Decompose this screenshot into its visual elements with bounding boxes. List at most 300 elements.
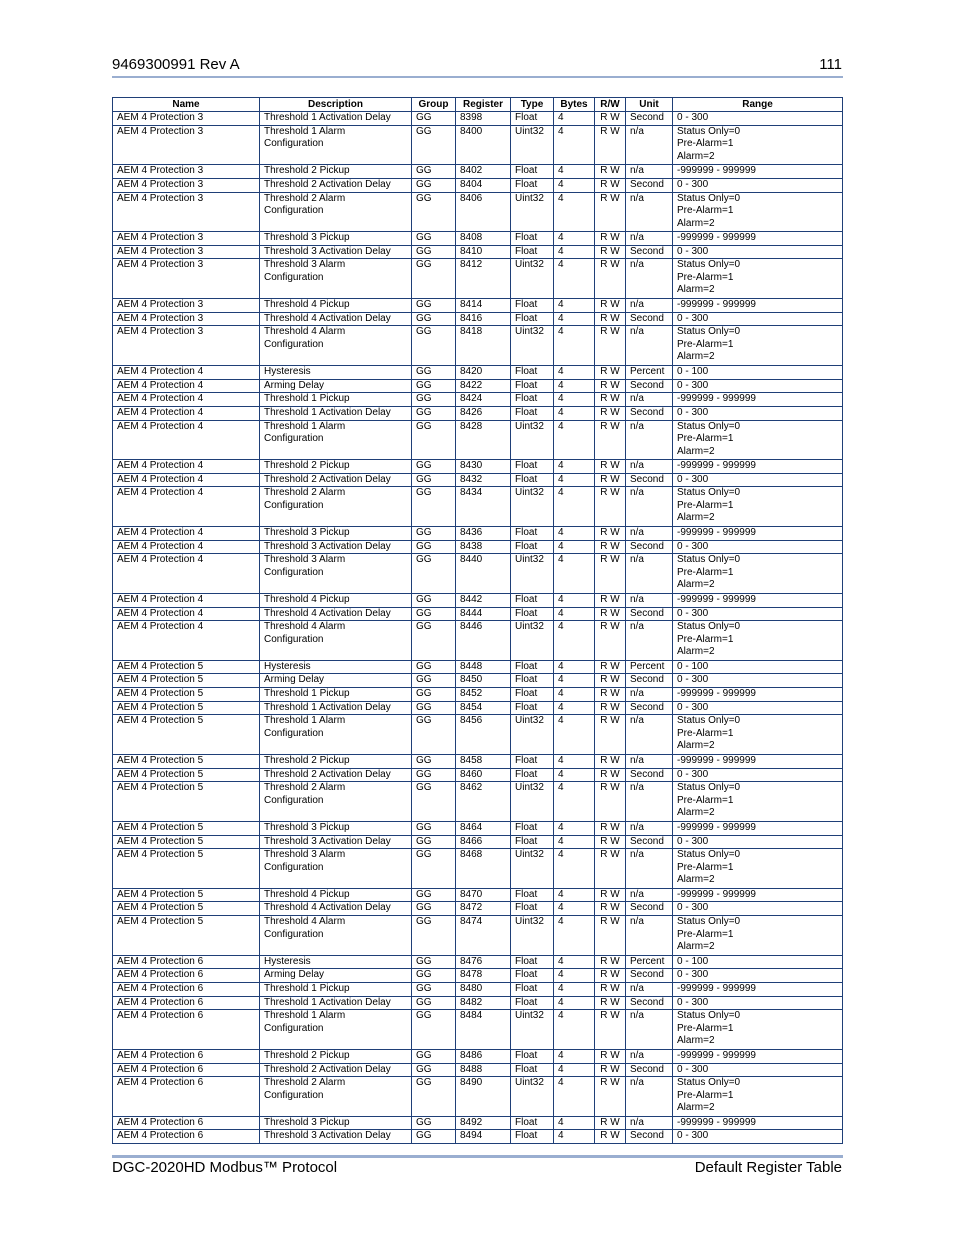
cell-range [673,554,843,594]
cell-type: Uint32 [511,782,554,822]
table-row [113,849,843,889]
cell-description: Threshold 3 Activation Delay [260,245,412,259]
cell-range: -999999 - 999999 [673,1049,843,1063]
cell-name: AEM 4 Protection 3 [113,326,260,366]
cell-bytes: 4 [554,754,595,768]
cell-description: Threshold 2 Pickup [260,754,412,768]
cell-unit: Second [626,996,673,1010]
cell-description: Hysteresis [260,660,412,674]
range-line: Pre-Alarm=1 [677,727,734,739]
cell-range [673,849,843,889]
cell-unit: Second [626,835,673,849]
cell-type: Float [511,593,554,607]
range-line: Alarm=2 [677,1102,715,1114]
cell-group: GG [412,379,456,393]
cell-unit: n/a [626,715,673,755]
column-header-name: Name [113,98,260,112]
cell-unit: Percent [626,660,673,674]
cell-rw: R W [595,420,626,460]
table-row [113,259,843,299]
cell-description: Threshold 4 Pickup [260,593,412,607]
table-row [113,1130,843,1144]
cell-unit: n/a [626,298,673,312]
cell-rw: R W [595,192,626,232]
cell-range: 0 - 300 [673,902,843,916]
cell-name: AEM 4 Protection 5 [113,902,260,916]
cell-range: -999999 - 999999 [673,593,843,607]
cell-bytes: 4 [554,1063,595,1077]
cell-rw: R W [595,259,626,299]
cell-name: AEM 4 Protection 4 [113,593,260,607]
cell-name: AEM 4 Protection 5 [113,821,260,835]
cell-group: GG [412,1010,456,1050]
cell-group: GG [412,165,456,179]
table-row [113,125,843,165]
cell-range: 0 - 300 [673,969,843,983]
range-line: Pre-Alarm=1 [677,633,734,645]
cell-bytes: 4 [554,487,595,527]
cell-range: 0 - 300 [673,473,843,487]
table-row [113,982,843,996]
table-header-row [113,98,843,112]
cell-description: Threshold 4 Alarm Configuration [260,916,412,956]
cell-rw: R W [595,473,626,487]
table-row [113,674,843,688]
cell-unit: n/a [626,688,673,702]
cell-description: Threshold 2 Alarm Configuration [260,487,412,527]
cell-bytes: 4 [554,125,595,165]
cell-register: 8484 [456,1010,511,1050]
cell-bytes: 4 [554,768,595,782]
cell-range: -999999 - 999999 [673,688,843,702]
range-line: Status Only=0 [677,1010,741,1022]
table-row [113,607,843,621]
table-row [113,473,843,487]
cell-range: 0 - 300 [673,996,843,1010]
cell-bytes: 4 [554,406,595,420]
cell-rw: R W [595,554,626,594]
cell-group: GG [412,487,456,527]
cell-range: 0 - 300 [673,406,843,420]
cell-description: Arming Delay [260,674,412,688]
range-line: Alarm=2 [677,646,715,658]
cell-range: 0 - 300 [673,245,843,259]
cell-unit: n/a [626,326,673,366]
cell-name: AEM 4 Protection 4 [113,621,260,661]
range-line: Pre-Alarm=1 [677,271,734,283]
cell-bytes: 4 [554,1077,595,1117]
cell-type: Uint32 [511,259,554,299]
cell-name: AEM 4 Protection 5 [113,888,260,902]
cell-range [673,1077,843,1117]
cell-name: AEM 4 Protection 4 [113,393,260,407]
footer-divider [112,1155,843,1158]
cell-rw: R W [595,178,626,192]
cell-group: GG [412,607,456,621]
cell-unit: n/a [626,165,673,179]
table-row [113,969,843,983]
cell-description: Threshold 1 Activation Delay [260,112,412,126]
cell-type: Float [511,701,554,715]
cell-type: Float [511,245,554,259]
cell-rw: R W [595,526,626,540]
cell-group: GG [412,593,456,607]
cell-bytes: 4 [554,821,595,835]
cell-register: 8412 [456,259,511,299]
cell-type: Float [511,821,554,835]
cell-unit: n/a [626,526,673,540]
cell-unit: n/a [626,916,673,956]
cell-rw: R W [595,754,626,768]
cell-bytes: 4 [554,902,595,916]
cell-type: Float [511,379,554,393]
range-line: Status Only=0 [677,125,741,137]
cell-unit: Second [626,607,673,621]
cell-rw: R W [595,1077,626,1117]
cell-rw: R W [595,902,626,916]
range-line: Pre-Alarm=1 [677,138,734,150]
cell-description: Threshold 3 Pickup [260,232,412,246]
table-row [113,460,843,474]
cell-register: 8408 [456,232,511,246]
cell-unit: n/a [626,621,673,661]
cell-rw: R W [595,1130,626,1144]
cell-bytes: 4 [554,393,595,407]
table-row [113,365,843,379]
cell-rw: R W [595,768,626,782]
cell-range: 0 - 300 [673,835,843,849]
cell-rw: R W [595,982,626,996]
cell-type: Float [511,688,554,702]
column-header-group: Group [412,98,456,112]
range-line: Status Only=0 [677,192,741,204]
cell-bytes: 4 [554,1049,595,1063]
cell-range: 0 - 300 [673,379,843,393]
cell-name: AEM 4 Protection 4 [113,487,260,527]
cell-description: Threshold 2 Alarm Configuration [260,1077,412,1117]
cell-register: 8418 [456,326,511,366]
table-body [113,112,843,1144]
cell-group: GG [412,888,456,902]
cell-unit: n/a [626,460,673,474]
cell-type: Uint32 [511,621,554,661]
cell-group: GG [412,259,456,299]
cell-name: AEM 4 Protection 5 [113,916,260,956]
cell-bytes: 4 [554,554,595,594]
cell-register: 8434 [456,487,511,527]
cell-type: Float [511,540,554,554]
cell-name: AEM 4 Protection 6 [113,996,260,1010]
cell-name: AEM 4 Protection 6 [113,982,260,996]
cell-name: AEM 4 Protection 4 [113,379,260,393]
cell-unit: Second [626,245,673,259]
cell-description: Threshold 2 Activation Delay [260,473,412,487]
cell-range: -999999 - 999999 [673,165,843,179]
cell-description: Threshold 3 Alarm Configuration [260,554,412,594]
cell-bytes: 4 [554,982,595,996]
cell-rw: R W [595,996,626,1010]
cell-range: -999999 - 999999 [673,821,843,835]
cell-register: 8436 [456,526,511,540]
table-row [113,298,843,312]
cell-register: 8420 [456,365,511,379]
cell-register: 8416 [456,312,511,326]
cell-description: Threshold 3 Activation Delay [260,835,412,849]
cell-range: 0 - 300 [673,701,843,715]
cell-description: Threshold 4 Alarm Configuration [260,326,412,366]
page-footer [112,1159,842,1179]
cell-range: -999999 - 999999 [673,298,843,312]
cell-description: Threshold 2 Activation Delay [260,1063,412,1077]
cell-range [673,621,843,661]
cell-register: 8452 [456,688,511,702]
cell-unit: Second [626,1130,673,1144]
column-header-rw: R/W [595,98,626,112]
range-line: Pre-Alarm=1 [677,1022,734,1034]
cell-name: AEM 4 Protection 5 [113,660,260,674]
cell-bytes: 4 [554,112,595,126]
cell-register: 8468 [456,849,511,889]
cell-name: AEM 4 Protection 6 [113,1116,260,1130]
cell-group: GG [412,621,456,661]
cell-name: AEM 4 Protection 6 [113,1130,260,1144]
cell-group: GG [412,1077,456,1117]
cell-type: Float [511,1049,554,1063]
cell-unit: n/a [626,554,673,594]
cell-bytes: 4 [554,888,595,902]
range-line: Pre-Alarm=1 [677,928,734,940]
range-line: Status Only=0 [677,326,741,338]
cell-group: GG [412,660,456,674]
cell-type: Float [511,1116,554,1130]
table-row [113,916,843,956]
range-line: Pre-Alarm=1 [677,566,734,578]
cell-bytes: 4 [554,165,595,179]
page-header [112,56,842,76]
cell-rw: R W [595,849,626,889]
cell-rw: R W [595,955,626,969]
cell-name: AEM 4 Protection 4 [113,526,260,540]
cell-unit: Second [626,112,673,126]
cell-name: AEM 4 Protection 5 [113,754,260,768]
cell-type: Float [511,835,554,849]
cell-rw: R W [595,487,626,527]
cell-name: AEM 4 Protection 4 [113,420,260,460]
cell-bytes: 4 [554,701,595,715]
cell-type: Float [511,473,554,487]
table-row [113,192,843,232]
cell-name: AEM 4 Protection 5 [113,715,260,755]
register-table [112,97,843,1144]
cell-unit: Second [626,312,673,326]
cell-bytes: 4 [554,192,595,232]
table-row [113,902,843,916]
cell-group: GG [412,1130,456,1144]
range-line: Pre-Alarm=1 [677,1089,734,1101]
cell-type: Uint32 [511,715,554,755]
cell-type: Uint32 [511,326,554,366]
cell-name: AEM 4 Protection 3 [113,232,260,246]
cell-register: 8446 [456,621,511,661]
range-line: Pre-Alarm=1 [677,433,734,445]
table-row [113,754,843,768]
cell-description: Threshold 4 Pickup [260,888,412,902]
cell-description: Threshold 1 Activation Delay [260,406,412,420]
cell-rw: R W [595,660,626,674]
table-row [113,232,843,246]
cell-name: AEM 4 Protection 6 [113,1063,260,1077]
cell-unit: Second [626,406,673,420]
cell-unit: n/a [626,393,673,407]
cell-group: GG [412,701,456,715]
cell-unit: Second [626,473,673,487]
document-number: 9469300991 Rev A [112,56,240,73]
cell-register: 8486 [456,1049,511,1063]
cell-type: Float [511,888,554,902]
cell-unit: n/a [626,420,673,460]
cell-register: 8488 [456,1063,511,1077]
cell-unit: n/a [626,232,673,246]
cell-rw: R W [595,540,626,554]
cell-register: 8432 [456,473,511,487]
cell-rw: R W [595,112,626,126]
cell-unit: Second [626,540,673,554]
table-row [113,554,843,594]
cell-type: Float [511,298,554,312]
cell-register: 8490 [456,1077,511,1117]
cell-name: AEM 4 Protection 3 [113,245,260,259]
column-header-description: Description [260,98,412,112]
cell-bytes: 4 [554,298,595,312]
cell-unit: n/a [626,821,673,835]
cell-range: -999999 - 999999 [673,460,843,474]
cell-rw: R W [595,593,626,607]
column-header-unit: Unit [626,98,673,112]
cell-name: AEM 4 Protection 6 [113,955,260,969]
cell-description: Threshold 3 Alarm Configuration [260,259,412,299]
table-row [113,112,843,126]
cell-group: GG [412,969,456,983]
cell-range: 0 - 300 [673,540,843,554]
cell-description: Threshold 1 Activation Delay [260,701,412,715]
cell-bytes: 4 [554,1130,595,1144]
cell-bytes: 4 [554,1010,595,1050]
cell-bytes: 4 [554,849,595,889]
table-row [113,621,843,661]
cell-type: Float [511,1063,554,1077]
cell-unit: Second [626,701,673,715]
cell-name: AEM 4 Protection 4 [113,460,260,474]
cell-name: AEM 4 Protection 5 [113,688,260,702]
cell-name: AEM 4 Protection 3 [113,125,260,165]
column-header-type: Type [511,98,554,112]
cell-bytes: 4 [554,460,595,474]
cell-group: GG [412,821,456,835]
cell-rw: R W [595,1063,626,1077]
cell-group: GG [412,754,456,768]
cell-range [673,715,843,755]
cell-register: 8464 [456,821,511,835]
cell-rw: R W [595,125,626,165]
cell-description: Threshold 3 Pickup [260,821,412,835]
cell-unit: n/a [626,849,673,889]
cell-range: 0 - 300 [673,768,843,782]
cell-range: 0 - 300 [673,312,843,326]
cell-group: GG [412,996,456,1010]
cell-rw: R W [595,232,626,246]
cell-bytes: 4 [554,660,595,674]
cell-unit: n/a [626,1116,673,1130]
range-line: Alarm=2 [677,512,715,524]
table-row [113,165,843,179]
range-line: Status Only=0 [677,621,741,633]
cell-rw: R W [595,916,626,956]
table-row [113,178,843,192]
cell-bytes: 4 [554,365,595,379]
cell-range: 0 - 300 [673,674,843,688]
range-line: Status Only=0 [677,1077,741,1089]
cell-bytes: 4 [554,674,595,688]
cell-unit: Second [626,379,673,393]
cell-type: Float [511,660,554,674]
cell-rw: R W [595,621,626,661]
cell-type: Float [511,955,554,969]
cell-range [673,326,843,366]
cell-bytes: 4 [554,379,595,393]
cell-register: 8450 [456,674,511,688]
cell-range: -999999 - 999999 [673,1116,843,1130]
cell-name: AEM 4 Protection 5 [113,701,260,715]
cell-unit: Percent [626,955,673,969]
cell-register: 8398 [456,112,511,126]
cell-rw: R W [595,969,626,983]
table-row [113,420,843,460]
cell-description: Threshold 1 Pickup [260,393,412,407]
cell-group: GG [412,365,456,379]
cell-rw: R W [595,888,626,902]
range-line: Alarm=2 [677,217,715,229]
range-line: Alarm=2 [677,445,715,457]
cell-rw: R W [595,326,626,366]
range-line: Status Only=0 [677,782,741,794]
cell-unit: n/a [626,1077,673,1117]
cell-type: Float [511,754,554,768]
cell-unit: n/a [626,1049,673,1063]
table-row [113,1049,843,1063]
range-line: Status Only=0 [677,715,741,727]
table-row [113,782,843,822]
cell-bytes: 4 [554,621,595,661]
table-row [113,1063,843,1077]
cell-group: GG [412,955,456,969]
cell-description: Threshold 3 Pickup [260,1116,412,1130]
cell-rw: R W [595,298,626,312]
cell-bytes: 4 [554,1116,595,1130]
cell-name: AEM 4 Protection 6 [113,969,260,983]
cell-group: GG [412,1063,456,1077]
cell-description: Threshold 3 Activation Delay [260,1130,412,1144]
cell-group: GG [412,526,456,540]
cell-rw: R W [595,782,626,822]
cell-description: Threshold 1 Alarm Configuration [260,1010,412,1050]
table-row [113,701,843,715]
cell-type: Uint32 [511,420,554,460]
cell-unit: n/a [626,1010,673,1050]
cell-group: GG [412,540,456,554]
cell-range: 0 - 300 [673,1130,843,1144]
range-line: Alarm=2 [677,874,715,886]
cell-description: Threshold 2 Activation Delay [260,178,412,192]
